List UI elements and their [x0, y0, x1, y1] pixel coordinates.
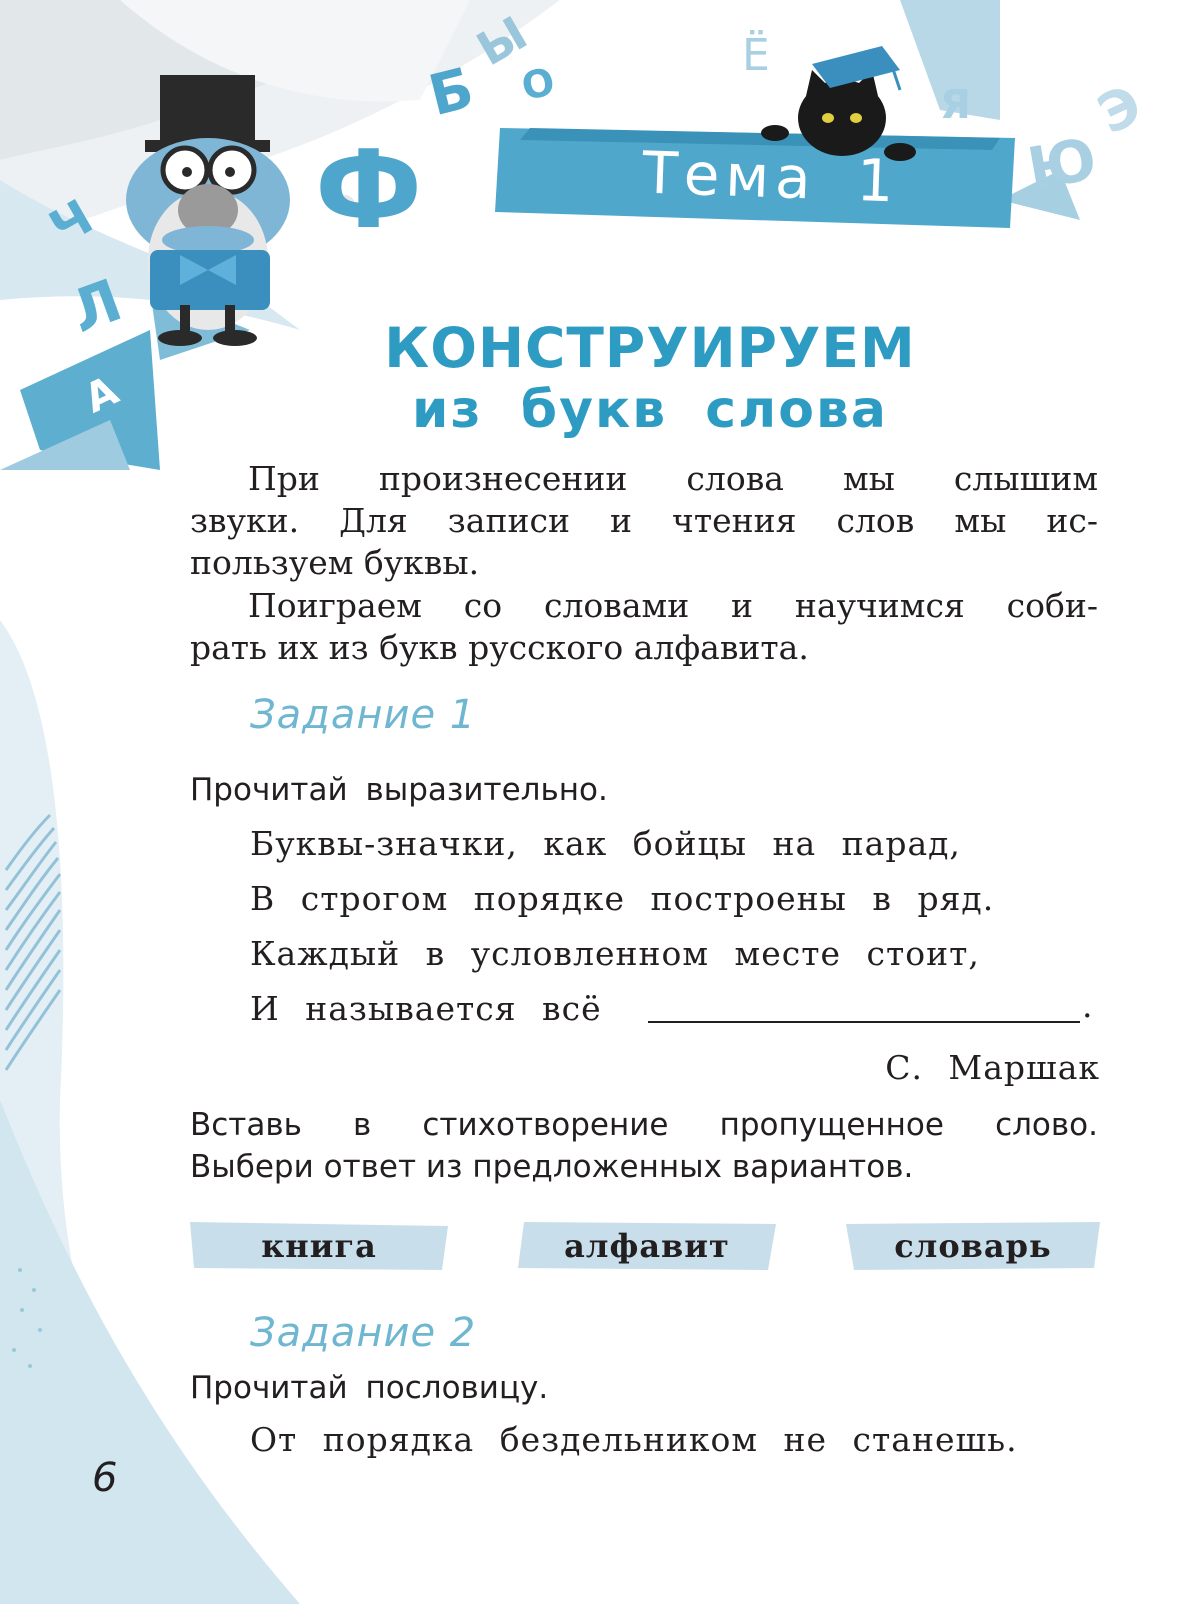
letter-yo: Ё [742, 30, 770, 81]
poem-end-punctuation: . [1082, 986, 1093, 1025]
task-1-instruction: Прочитай выразительно. [190, 772, 608, 808]
topic-label: Тема [641, 138, 818, 213]
intro-line-1: При произнесении слова мы слышим [248, 459, 1098, 498]
option-slovar[interactable] [846, 1222, 1100, 1270]
poem-line-2: В строгом порядке построены в ряд. [250, 879, 995, 918]
letter-l: Л [61, 265, 131, 347]
poem-line-4: И называется всё [250, 989, 602, 1028]
page-title-line-2: из букв слова [412, 380, 888, 440]
task-1-question-line-2: Выбери ответ из предложенных вариантов. [190, 1149, 914, 1185]
topic-number: 1 [855, 146, 901, 216]
letter-e: Э [1088, 72, 1152, 147]
letter-f: Ф [315, 128, 423, 253]
letter-o: О [517, 59, 559, 109]
task-2-instruction: Прочитай пословицу. [190, 1370, 549, 1406]
answer-blank[interactable] [648, 1021, 1080, 1023]
letter-yu: Ю [1022, 124, 1102, 204]
option-label: алфавит [564, 1227, 730, 1265]
topic-ribbon [528, 120, 1013, 235]
option-kniga[interactable] [190, 1222, 448, 1270]
letter-ch: Ч [40, 189, 103, 257]
option-label: книга [261, 1227, 377, 1265]
poem-line-3: Каждый в условленном месте стоит, [250, 934, 980, 973]
poem-author: С. Маршак [885, 1048, 1100, 1087]
option-label: словарь [894, 1227, 1052, 1265]
page-title-line-1: КОНСТРУИРУЕМ [384, 316, 916, 380]
intro-line-3: пользуем буквы. [190, 543, 480, 582]
task-2-title: Задание 2 [250, 1310, 477, 1356]
intro-line-4: Поиграем со словами и научимся соби- [248, 586, 1098, 625]
proverb: От порядка бездельником не станешь. [250, 1420, 1018, 1459]
intro-line-5: рать их из букв русского алфавита. [190, 628, 809, 667]
poem-line-1: Буквы-значки, как бойцы на парад, [250, 824, 961, 863]
letter-b: Б [422, 55, 480, 130]
task-1-title: Задание 1 [250, 692, 477, 738]
task-1-question-line-1: Вставь в стихотворение пропущенное слово. [190, 1107, 1098, 1143]
page-number: 6 [92, 1455, 118, 1501]
intro-line-2: звуки. Для записи и чтения слов мы ис- [190, 501, 1098, 540]
option-alfavit[interactable] [518, 1222, 776, 1270]
letter-a: А [77, 367, 126, 423]
letter-y: Ы [467, 5, 536, 77]
letter-ya: Я [940, 82, 971, 128]
